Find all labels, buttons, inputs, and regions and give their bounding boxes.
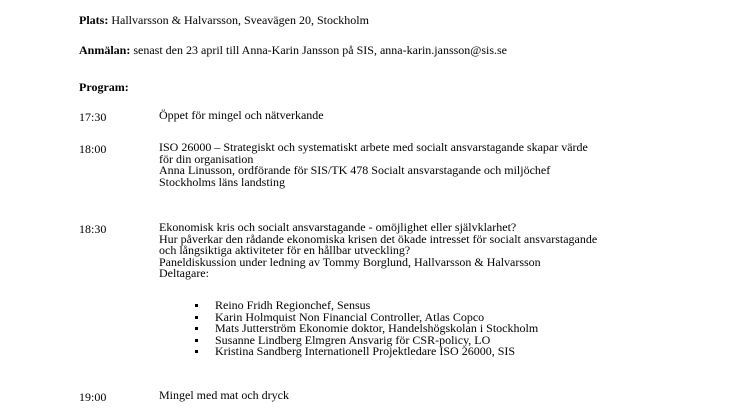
program-line: Deltagare:: [159, 266, 209, 281]
participant-name: Susanne Lindberg Elmgren Ansvarig för CSR-policy, LO: [215, 332, 491, 347]
bullet-icon: [195, 350, 198, 353]
registration-value: senast den 23 april till Anna-Karin Jansson på SIS, anna-karin.jansson@sis.se: [130, 43, 508, 57]
participant-name: Karin Holmquist Non Financial Controller, Atlas Copco: [215, 309, 485, 324]
program-time-1730: 17:30: [79, 110, 107, 124]
program-line: Mingel med mat och dryck: [159, 388, 289, 402]
program-desc-1900: [159, 390, 289, 402]
program-line: Öppet för mingel och nätverkande: [159, 108, 324, 122]
participant-name: Mats Jutterström Ekonomie doktor, Handelshögskolan i Stockholm: [215, 321, 539, 336]
program-time-1830: 18:30: [79, 222, 107, 236]
program-line: Paneldiskussion under ledning av Tommy Borglund, Hallvarsson & Halvarsson: [159, 254, 541, 269]
program-line: ISO 26000 – Strategiskt och systematiskt arbete med socialt ansvarstagande skapar värde: [159, 140, 588, 154]
bullet-icon: [195, 304, 198, 307]
registration-label: Anmälan:: [79, 43, 131, 57]
program-time-1800: 18:00: [79, 142, 107, 156]
program-line: Stockholms läns landsting: [159, 174, 285, 189]
participant-name: Kristina Sandberg Internationell Projektledare ISO 26000, SIS: [215, 344, 516, 359]
venue-line: [79, 13, 369, 27]
program-desc-1800: [159, 142, 588, 188]
program-line: för din organisation: [159, 151, 254, 166]
bullet-icon: [195, 316, 198, 319]
program-line: Anna Linusson, ordförande för SIS/TK 478 Socialt ansvarstagande och miljöchef: [159, 163, 551, 178]
bullet-icon: [195, 327, 198, 330]
venue-label: Plats:: [79, 13, 109, 27]
program-time-1900: 19:00: [79, 390, 107, 404]
program-desc-1730: [159, 110, 324, 122]
program-line: och långsiktiga aktiviteter för en hållbar utveckling?: [159, 243, 411, 258]
bullet-icon: [195, 339, 198, 342]
program-heading: Program:: [79, 80, 129, 94]
venue-value: Hallvarsson & Halvarsson, Sveavägen 20, Stockholm: [108, 13, 369, 27]
registration-line: [79, 43, 507, 57]
program-line: Hur påverkar den rådande ekonomiska krisen det ökade intresset för socialt ansvarstagande: [159, 231, 598, 246]
program-line: Ekonomisk kris och socialt ansvarstagande - omöjlighet eller självklarhet?: [159, 220, 517, 234]
participant-name: Reino Fridh Regionchef, Sensus: [215, 298, 371, 312]
program-desc-1830: [159, 222, 597, 280]
